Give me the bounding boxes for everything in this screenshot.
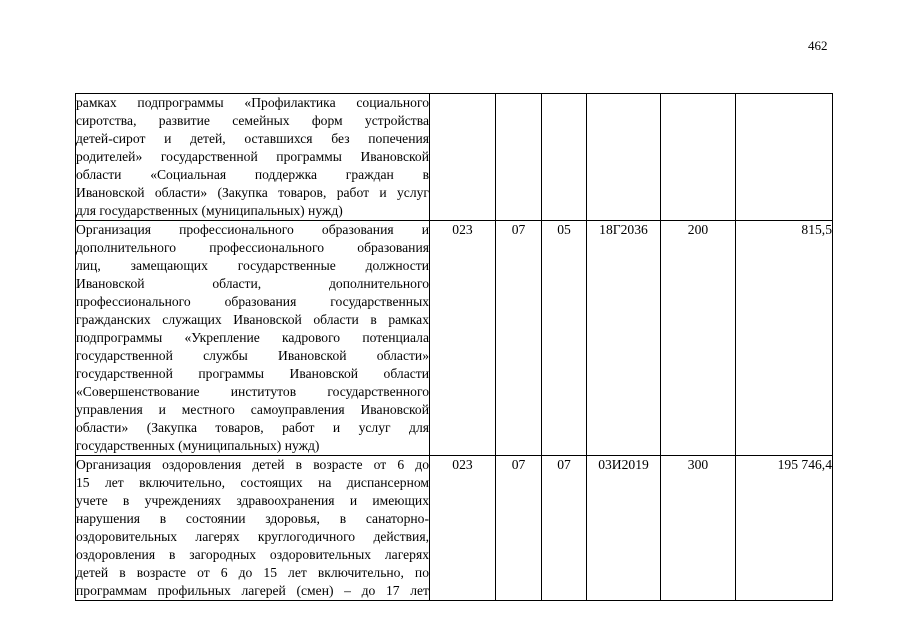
description-line: родителей» государственной программы Ивановской <box>76 149 429 164</box>
row-description <box>76 221 430 456</box>
description-line: области» (Закупка товаров, работ и услуг для <box>76 420 429 435</box>
description-line: подпрограммы «Укрепление кадрового потенциала <box>76 330 429 345</box>
amount: 195 746,4 <box>736 456 833 601</box>
description-line: профессионального образования государственных <box>76 294 429 309</box>
page-number: 462 <box>808 38 828 53</box>
subsection-code: 05 <box>542 221 587 456</box>
table-row <box>76 456 833 601</box>
description-line: государственной службы Ивановской области» <box>76 348 429 363</box>
description-line: оздоровительных лагерях круглогодичного действия, <box>76 529 429 544</box>
section-code <box>496 94 542 221</box>
table-row <box>76 94 833 221</box>
row-description <box>76 456 430 601</box>
subsection-code: 07 <box>542 456 587 601</box>
description-line: лиц, замещающих государственные должности <box>76 258 429 273</box>
amount <box>736 94 833 221</box>
expense-type-code <box>661 94 736 221</box>
description-line: 15 лет включительно, состоящих на диспансерном <box>76 475 429 490</box>
description-line: оздоровления в загородных оздоровительных лагерях <box>76 547 429 562</box>
description-line: рамках подпрограммы «Профилактика социального <box>76 95 429 110</box>
section-code: 07 <box>496 221 542 456</box>
description-line: сиротства, развитие семейных форм устройства <box>76 113 429 128</box>
description-line: программам профильных лагерей (смен) – до 17 лет <box>76 583 429 598</box>
description-line: управления и местного самоуправления Ивановской <box>76 402 429 417</box>
target-article-code <box>587 94 661 221</box>
target-article-code: 18Г2036 <box>587 221 661 456</box>
subsection-code <box>542 94 587 221</box>
target-article-code: 03И2019 <box>587 456 661 601</box>
description-line: для государственных (муниципальных) нужд) <box>76 203 343 218</box>
ministry-code <box>430 94 496 221</box>
ministry-code: 023 <box>430 221 496 456</box>
description-line: детей в возрасте от 6 до 15 лет включительно, по <box>76 565 429 580</box>
description-line: учете в учреждениях здравоохранения и имеющих <box>76 493 429 508</box>
expense-type-code: 300 <box>661 456 736 601</box>
description-line: Организация профессионального образования и <box>76 222 429 237</box>
amount: 815,5 <box>736 221 833 456</box>
description-line: детей-сирот и детей, оставшихся без попечения <box>76 131 429 146</box>
description-line: гражданских служащих Ивановской области в рамках <box>76 312 429 327</box>
description-line: области «Социальная поддержка граждан в <box>76 167 429 182</box>
description-line: дополнительного профессионального образования <box>76 240 429 255</box>
description-line: нарушения в состоянии здоровья, в санаторно- <box>76 511 429 526</box>
description-line: Ивановской области, дополнительного <box>76 276 429 291</box>
table-row <box>76 221 833 456</box>
row-description <box>76 94 430 221</box>
budget-table <box>75 93 833 601</box>
description-line: «Совершенствование институтов государственного <box>76 384 429 399</box>
description-line: государственной программы Ивановской области <box>76 366 429 381</box>
description-line: Организация оздоровления детей в возрасте от 6 до <box>76 457 429 472</box>
section-code: 07 <box>496 456 542 601</box>
ministry-code: 023 <box>430 456 496 601</box>
expense-type-code: 200 <box>661 221 736 456</box>
description-line: государственных (муниципальных) нужд) <box>76 438 320 453</box>
description-line: Ивановской области» (Закупка товаров, работ и услуг <box>76 185 429 200</box>
